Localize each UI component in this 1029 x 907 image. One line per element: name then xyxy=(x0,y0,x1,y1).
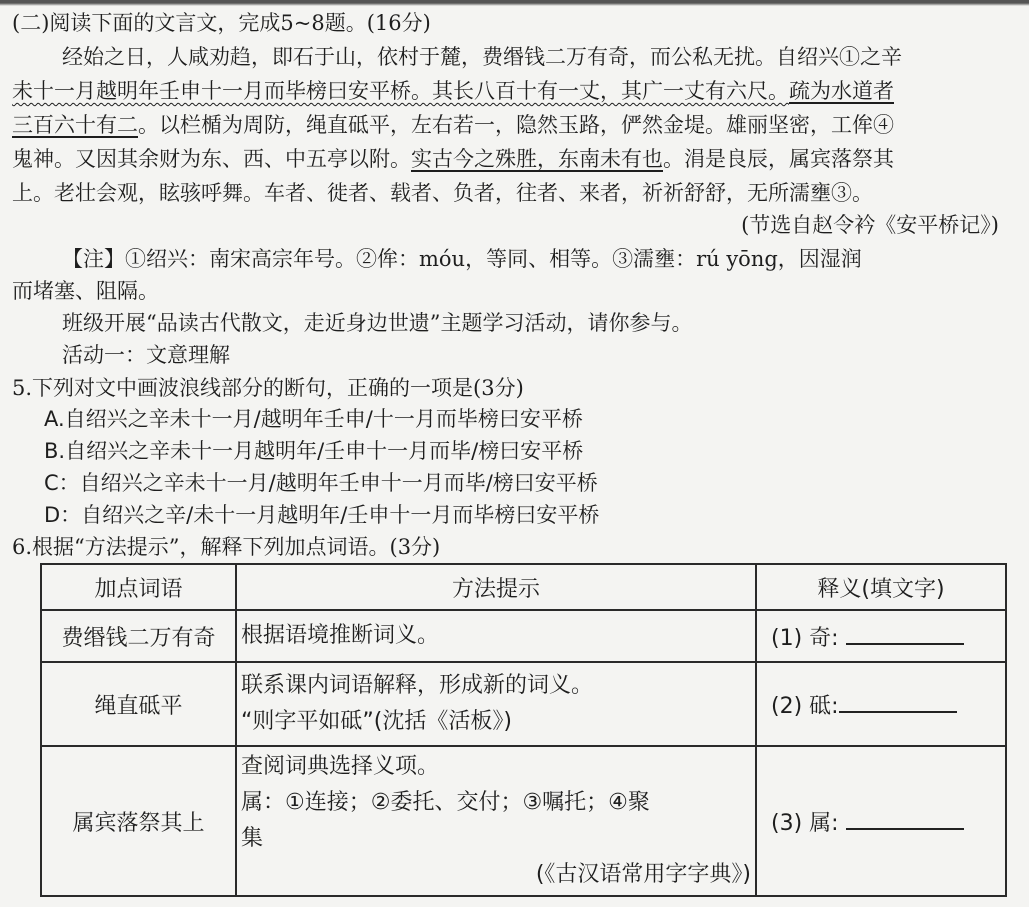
underlined-sentence-1a: 疏为水道者 xyxy=(789,79,894,103)
passage-line-4-text-a: 鬼神。又因其余财为东、西、中五亭以附。 xyxy=(12,147,411,171)
underlined-sentence-2: 实古今之殊胜，东南未有也 xyxy=(411,147,663,171)
table-row xyxy=(41,610,1006,662)
row1-answer-label: (1) 奇: xyxy=(771,625,839,651)
row2-answer xyxy=(756,662,1006,746)
answer-blank-1[interactable] xyxy=(846,621,964,645)
q6-header-row xyxy=(41,564,1006,610)
activity-one-title: 活动一：文意理解 xyxy=(62,343,230,367)
passage-source: (节选自赵令衿《安平桥记》) xyxy=(741,213,999,237)
passage-line-3 xyxy=(12,110,894,140)
row1-word: 费缗钱二万有奇 xyxy=(41,610,236,662)
passage-line-4 xyxy=(12,144,894,174)
q5-option-a[interactable]: A.自绍兴之辛未十一月/越明年壬申/十一月而毕榜曰安平桥 xyxy=(44,407,583,431)
passage-line-2 xyxy=(12,76,894,106)
row3-hint-line-3: 集 xyxy=(241,826,264,851)
activity-intro: 班级开展“品读古代散文，走近身边世遗”主题学习活动，请你参与。 xyxy=(62,311,693,335)
q5-option-b[interactable]: B.自绍兴之辛未十一月越明年/壬申十一月而毕/榜曰安平桥 xyxy=(44,439,584,463)
row3-word: 属宾落祭其上 xyxy=(41,746,236,896)
header-answer: 释义(填文字) xyxy=(756,564,1006,610)
q5-stem: 5.下列对文中画波浪线部分的断句，正确的一项是(3分) xyxy=(12,376,524,400)
row1-hint: 根据语境推断词义。 xyxy=(236,610,756,662)
row2-hint-line-2: “则字平如砥”(沈括《活板》) xyxy=(241,709,512,734)
note-line-2: 而堵塞、阻隔。 xyxy=(12,279,159,303)
section-heading: (二)阅读下面的文言文，完成5~8题。(16分) xyxy=(12,11,431,35)
row3-hint-line-1: 查阅词典选择义项。 xyxy=(241,754,440,779)
row3-hint xyxy=(236,746,756,896)
passage-line-3-text: 。以栏楯为周防，绳直砥平，左右若一，隐然玉路，俨然金堤。雄丽坚密，工侔④ xyxy=(138,113,894,137)
note-line-1: 【注】①绍兴：南宋高宗年号。②侔：móu，等同、相等。③濡壅：rú yōng，因湿润 xyxy=(62,247,862,271)
q6-stem: 6.根据“方法提示”，解释下列加点词语。(3分) xyxy=(12,535,441,559)
q5-option-d[interactable]: D：自绍兴之辛/未十一月越明年/壬申十一月而毕榜曰安平桥 xyxy=(44,503,600,527)
table-row xyxy=(41,662,1006,746)
header-hint: 方法提示 xyxy=(236,564,756,610)
row2-answer-label: (2) 砥: xyxy=(771,693,839,719)
header-word: 加点词语 xyxy=(41,564,236,610)
row3-answer-label: (3) 属: xyxy=(771,810,839,836)
row3-hint-source: (《古汉语常用字字典》) xyxy=(535,862,751,887)
answer-blank-2[interactable] xyxy=(839,689,957,713)
row2-hint-line-1: 联系课内词语解释，形成新的词义。 xyxy=(241,673,594,698)
underlined-sentence-1b: 三百六十有二 xyxy=(12,113,138,137)
row2-word: 绳直砥平 xyxy=(41,662,236,746)
row3-hint-line-2: 属：①连接；②委托、交付；③嘱托；④聚 xyxy=(241,790,650,815)
cropped-top-edge xyxy=(0,0,1029,6)
wavy-underlined-text: 未十一月越明年壬申十一月而毕榜曰安平桥。其长八百十有一丈，其广一丈有六尺。 xyxy=(12,79,789,103)
row2-hint xyxy=(236,662,756,746)
table-row xyxy=(41,746,1006,896)
q6-table xyxy=(40,563,1007,897)
answer-blank-3[interactable] xyxy=(846,806,964,830)
passage-line-5: 上。老壮会观，眩骇呼舞。车者、徙者、载者、负者，往者、来者，祈祈舒舒，无所濡壅③。 xyxy=(12,181,873,205)
passage-line-1: 经始之日，人咸劝趋，即石于山，依村于麓，费缗钱二万有奇，而公私无扰。自绍兴①之辛 xyxy=(62,45,902,69)
row1-answer xyxy=(756,610,1006,662)
row3-answer xyxy=(756,746,1006,896)
passage-line-4-text-c: 。涓是良辰，属宾落祭其 xyxy=(663,147,894,171)
q5-option-c[interactable]: C：自绍兴之辛未十一月/越明年壬申十一月而毕/榜曰安平桥 xyxy=(44,471,598,495)
